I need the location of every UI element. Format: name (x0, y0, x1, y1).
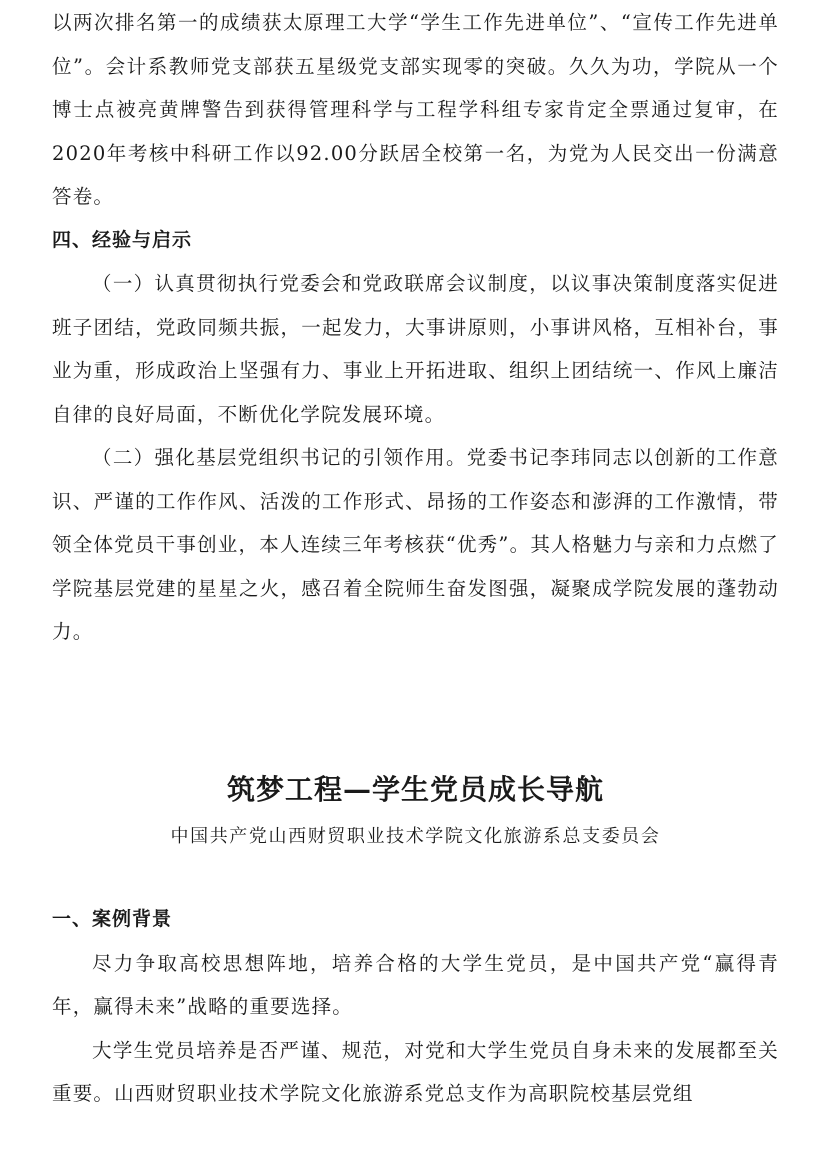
experience-item-1: （一）认真贯彻执行党委会和党政联席会议制度，以议事决策制度落实促进班子团结，党政同频共振，一起发力，大事讲原则，小事讲风格，互相补台，事业为重，形成政治上坚强有力、事业上开拓进取、组织上团结统一、作风上廉洁自律的良好局面，不断优化学院发展环境。 (52, 272, 779, 426)
article-subtitle: 中国共产党山西财贸职业技术学院文化旅游系总支委员会 (170, 826, 661, 847)
document-page (52, 0, 779, 1105)
section-heading-background: 一、案例背景 (52, 908, 173, 930)
article-title: 筑梦工程—学生党员成长导航 (226, 773, 604, 806)
continuation-paragraph: 以两次排名第一的成绩获太原理工大学“学生工作先进单位”、“宣传工作先进单位”。会计系教师党支部获五星级党支部实现零的突破。久久为功，学院从一个博士点被亮黄牌警告到获得管理科学与工程学科组专家肯定全票通过复审，在2020年考核中科研工作以92.00分跃居全校第一名，为党为人民交出一份满意答卷。 (52, 11, 779, 208)
section-heading-experience: 四、经验与启示 (52, 228, 193, 251)
case-background-section (52, 898, 779, 1116)
background-paragraph-2: 大学生党员培养是否严谨、规范，对党和大学生党员自身未来的发展都至关重要。山西财贸职业技术学院文化旅游系党总支作为高职院校基层党组 (52, 1038, 779, 1105)
experience-item-2: （二）强化基层党组织书记的引领作用。党委书记李玮同志以创新的工作意识、严谨的工作作风、活泼的工作形式、昂扬的工作姿态和澎湃的工作激情，带领全体党员干事创业，本人连续三年考核获“优秀”。其人格魅力与亲和力点燃了学院基层党建的星星之火，感召着全院师生奋发图强，凝聚成学院发展的蓬勃动力。 (52, 446, 779, 643)
background-paragraph-1: 尽力争取高校思想阵地，培养合格的大学生党员，是中国共产党“赢得青年，赢得未来”战略的重要选择。 (52, 951, 779, 1018)
